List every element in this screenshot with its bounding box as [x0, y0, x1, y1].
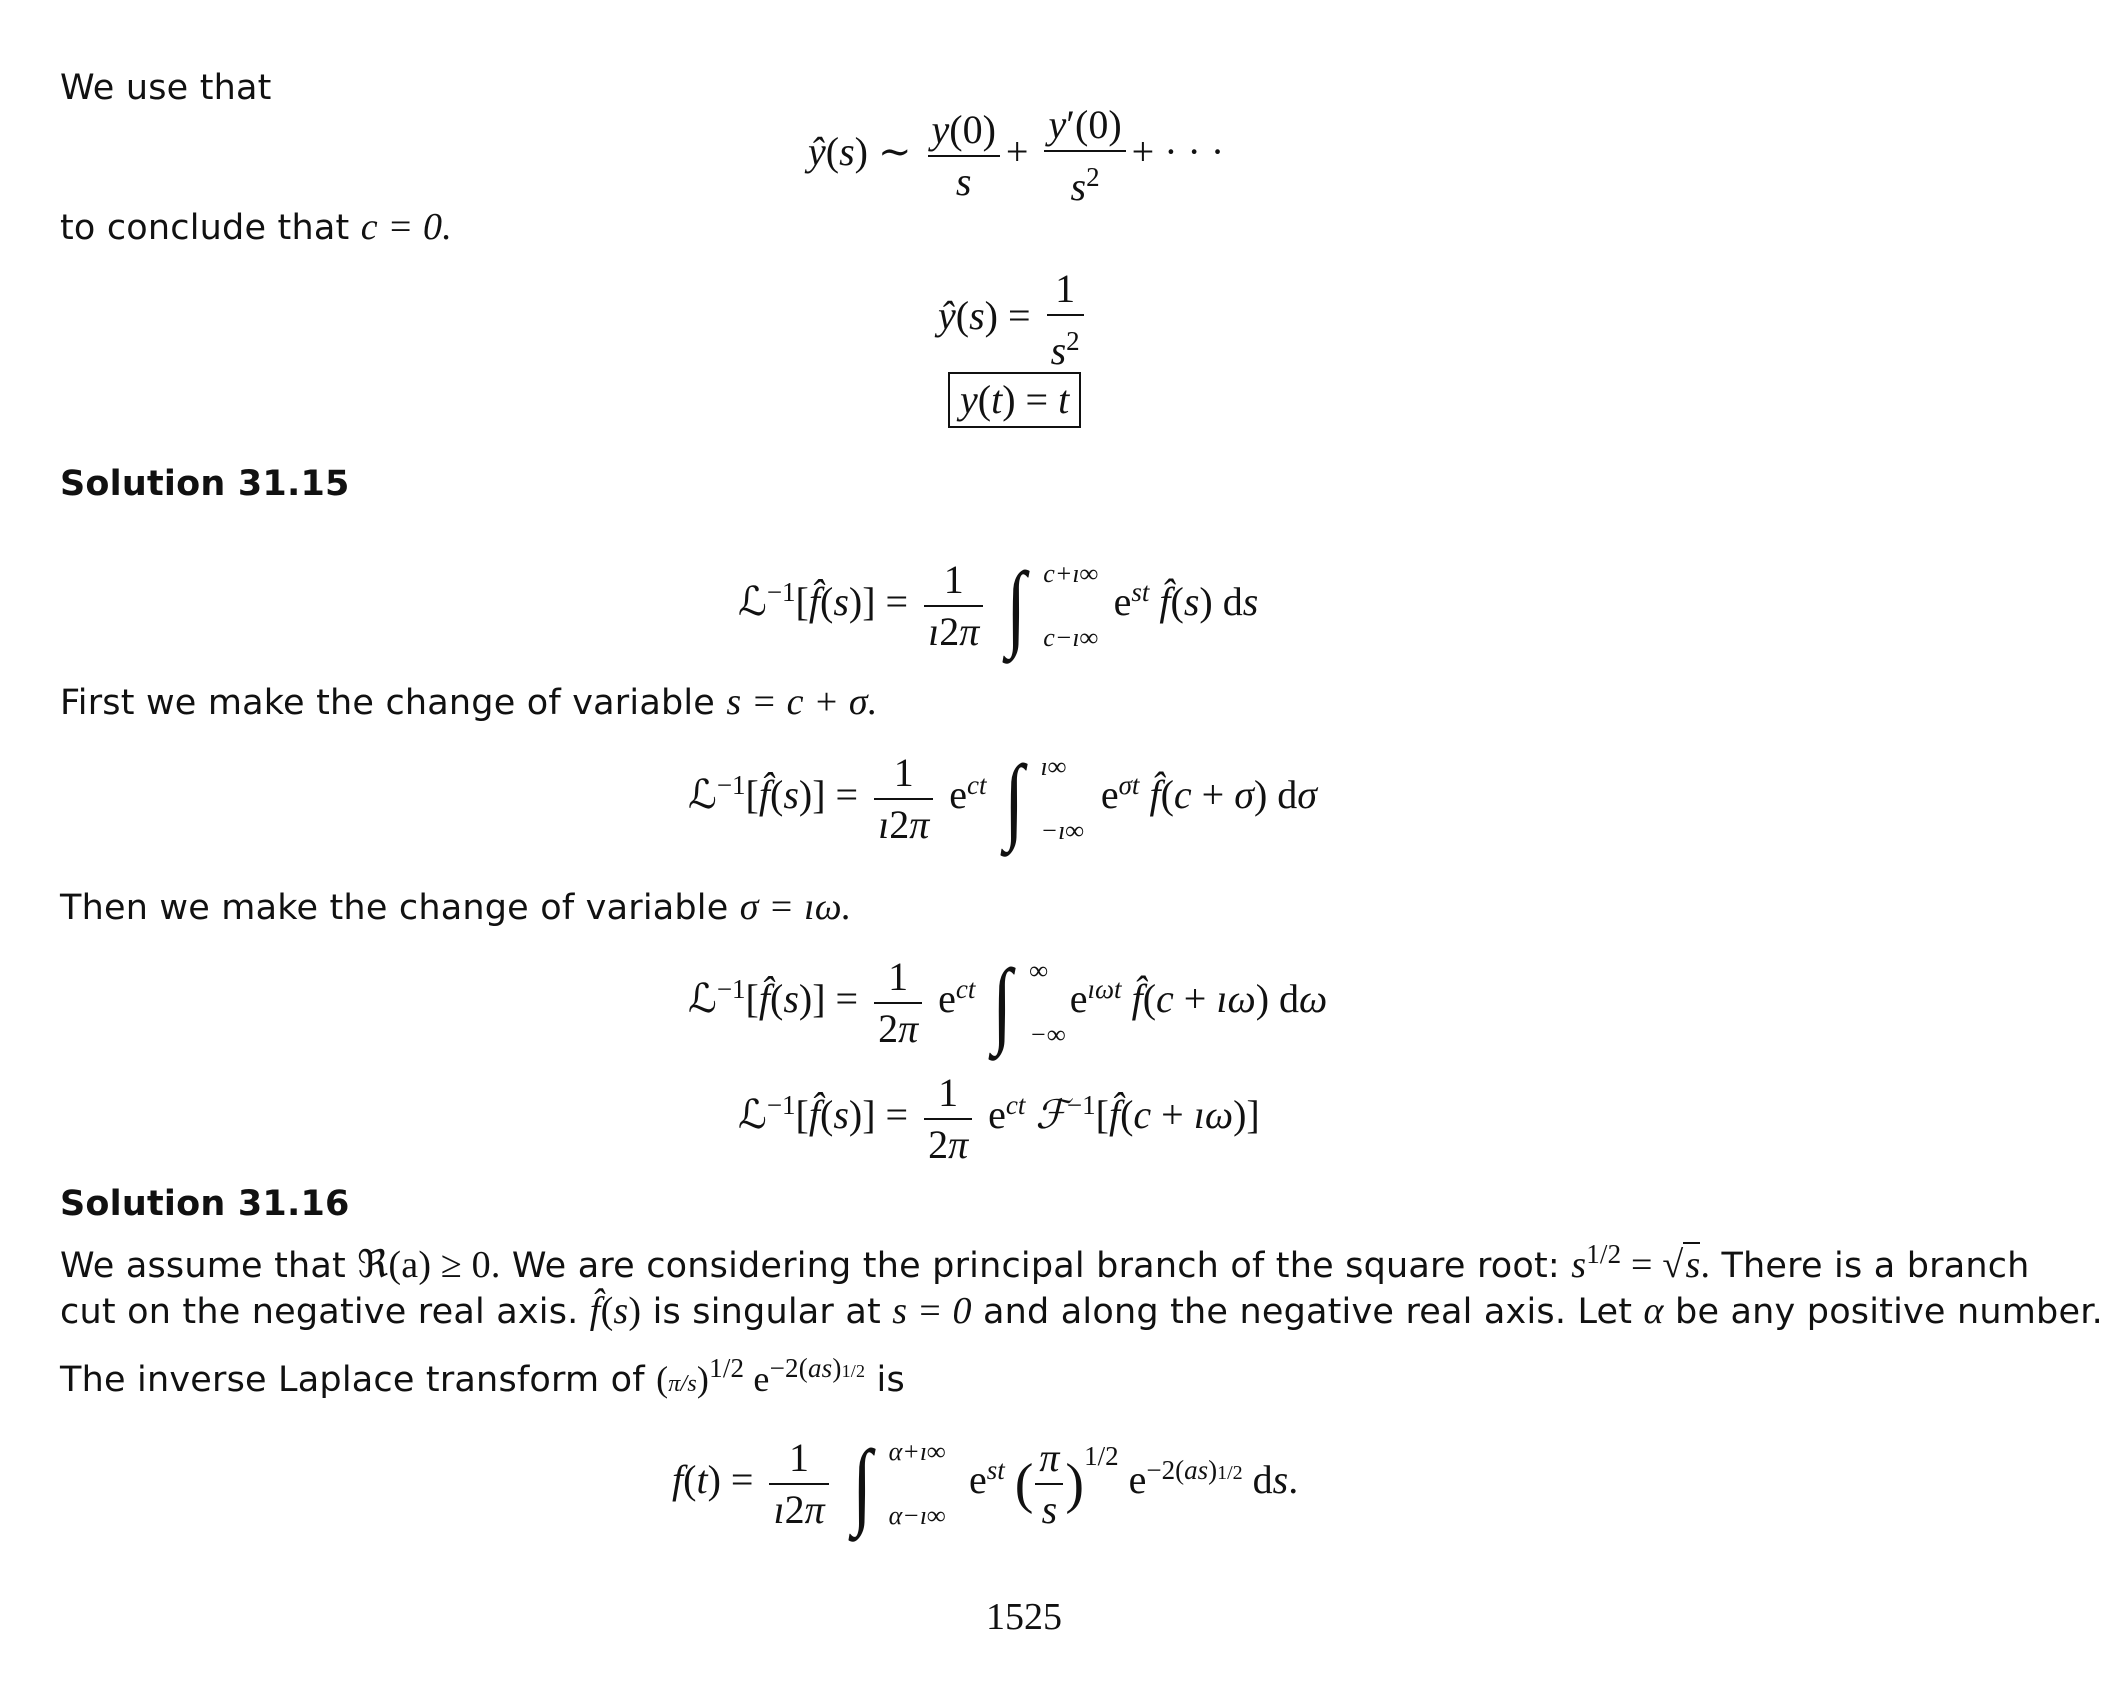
paragraph-line: The inverse Laplace transform of $(\pi/s)^{1/2}$ $e^{-2(as)1/2}$ is — [60, 1353, 905, 1400]
section-heading: Solution 31.15 — [60, 464, 350, 504]
paragraph-line: We assume that ℜ(a) ≥ 0. We are considering the principal branch of the square root: $s^{1/2} = √s$. There is a branch — [60, 1239, 2030, 1286]
page-number: 1525 — [986, 1596, 1062, 1638]
equation-f-of-t: f(t) = $\frac{1}{ı2\pi}$ ∫ α+ı∞ α−ı∞ $e^{st}$ ( $\frac{\pi}{s}$ )$^{1/2}$ $e^{-2(as)1/2}$ ds. — [672, 1429, 1299, 1537]
paragraph-line: cut on the negative real axis. f̂(s) is singular at s = 0 and along the negative real axis. Let α be any positive number. — [60, 1290, 2103, 1332]
equation-fourier: ℒ$^{-1}$[f̂(s)] = $\frac{1}{2\pi}$ $e^{ct}$ ℱ$^{-1}$[f̂(c + ıω)] — [738, 1070, 1260, 1167]
equation-change-sigma: ℒ$^{-1}$[f̂(s)] = $\frac{1}{ı2\pi}$ $e^{ct}$ ∫ ı∞ −ı∞ $e^{\sigma t}$ f̂(c + σ) dσ — [688, 745, 1318, 852]
body-text: to conclude that c = 0. — [60, 206, 452, 248]
equation-inverse-laplace: ℒ$^{-1}$[f̂(s)] = $\frac{1}{ı2\pi}$ ∫ c+ı∞ c−ı∞ $e^{st}$ f̂(s) ds — [738, 552, 1259, 659]
equation-change-omega: ℒ$^{-1}$[f̂(s)] = $\frac{1}{2\pi}$ $e^{ct}$ ∫ ∞ −∞ $e^{ı\omega t}$ f̂(c + ıω) dω — [688, 949, 1328, 1056]
equation-yhat: ŷ(s) = $\frac{1}{s^2}$ — [938, 264, 1090, 376]
body-text: First we make the change of variable s = c + σ. — [60, 681, 878, 723]
body-text: We use that — [60, 68, 272, 108]
body-text: Then we make the change of variable σ = ıω. — [60, 886, 852, 928]
equation-asymptotic: ŷ(s) ∼ $\frac{y(0)}{s}$ + $\frac{y'(0)}{s^2}$ + · · · — [808, 102, 1225, 209]
section-heading: Solution 31.16 — [60, 1184, 350, 1224]
boxed-result: y(t) = t — [948, 372, 1081, 428]
